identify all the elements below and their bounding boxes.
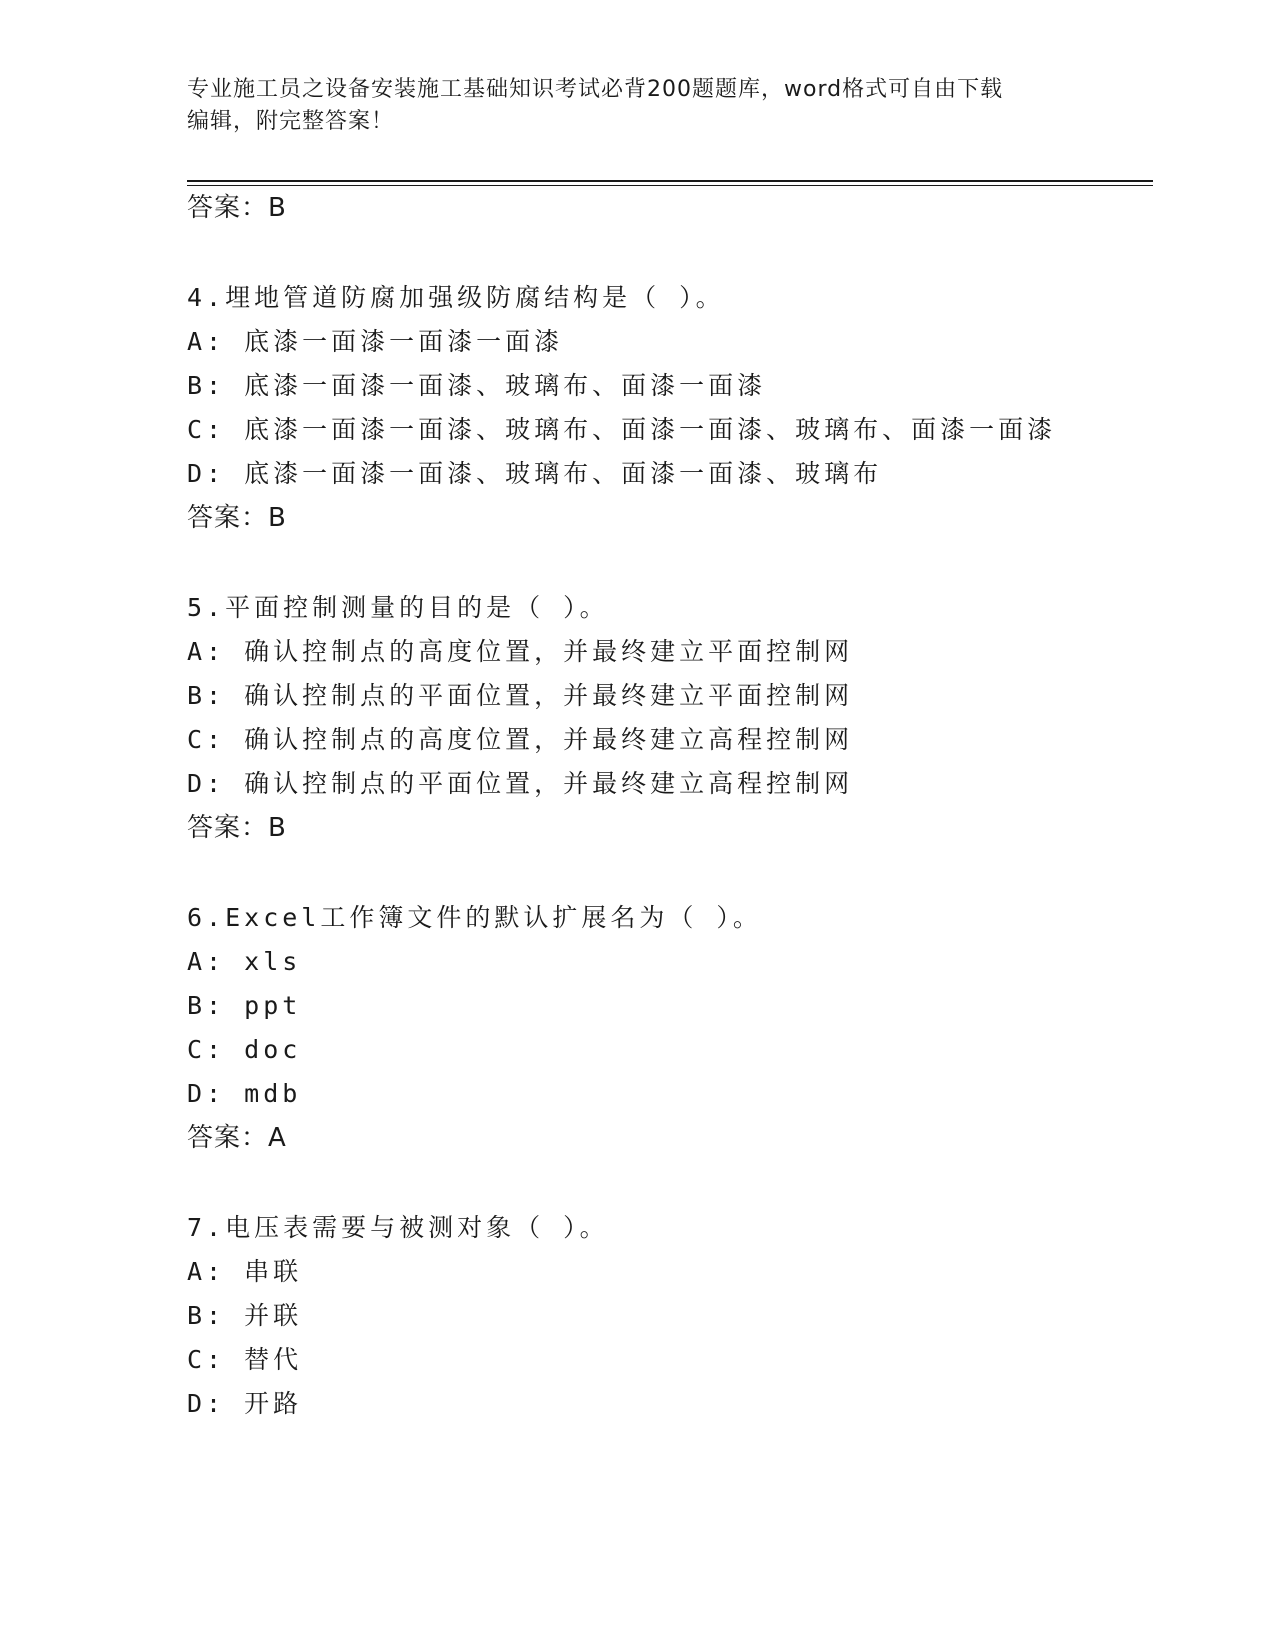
question-5-answer: 答案：B xyxy=(187,813,287,843)
question-5-option-d: D: 确认控制点的平面位置，并最终建立高程控制网 xyxy=(187,769,854,798)
question-5-stem: 5.平面控制测量的目的是（ ）。 xyxy=(187,593,609,622)
question-6-answer: 答案：A xyxy=(187,1123,287,1153)
question-7-stem: 7.电压表需要与被测对象（ ）。 xyxy=(187,1213,609,1242)
question-4-option-b: B: 底漆一面漆一面漆、玻璃布、面漆一面漆 xyxy=(187,371,767,400)
question-5-option-a: A: 确认控制点的高度位置，并最终建立平面控制网 xyxy=(187,637,854,666)
question-7-option-b: B: 并联 xyxy=(187,1301,303,1330)
question-6-stem: 6.Excel工作簿文件的默认扩展名为（ ）。 xyxy=(187,903,762,932)
document-title xyxy=(187,74,1087,138)
question-6-option-b: B: ppt xyxy=(187,991,302,1020)
question-6-option-c: C: doc xyxy=(187,1035,302,1064)
document-title-line2: 编辑，附完整答案！ xyxy=(187,109,395,134)
answer-q3: 答案：B xyxy=(187,193,287,223)
document-title-line1: 专业施工员之设备安装施工基础知识考试必背200题题库，word格式可自由下载 xyxy=(187,77,1004,102)
header-divider xyxy=(187,180,1153,182)
question-4-option-a: A: 底漆一面漆一面漆一面漆 xyxy=(187,327,564,356)
question-5-option-c: C: 确认控制点的高度位置，并最终建立高程控制网 xyxy=(187,725,854,754)
header-divider-thin xyxy=(187,185,1153,186)
question-6-option-a: A: xls xyxy=(187,947,302,976)
question-4-option-c: C: 底漆一面漆一面漆、玻璃布、面漆一面漆、玻璃布、面漆一面漆 xyxy=(187,415,1057,444)
question-7-option-a: A: 串联 xyxy=(187,1257,303,1286)
question-7-option-c: C: 替代 xyxy=(187,1345,303,1374)
question-7-option-d: D: 开路 xyxy=(187,1389,303,1418)
question-4-answer: 答案：B xyxy=(187,503,287,533)
question-6-option-d: D: mdb xyxy=(187,1079,302,1108)
question-4-option-d: D: 底漆一面漆一面漆、玻璃布、面漆一面漆、玻璃布 xyxy=(187,459,883,488)
question-5-option-b: B: 确认控制点的平面位置，并最终建立平面控制网 xyxy=(187,681,854,710)
question-4-stem: 4.埋地管道防腐加强级防腐结构是（ ）。 xyxy=(187,283,725,312)
